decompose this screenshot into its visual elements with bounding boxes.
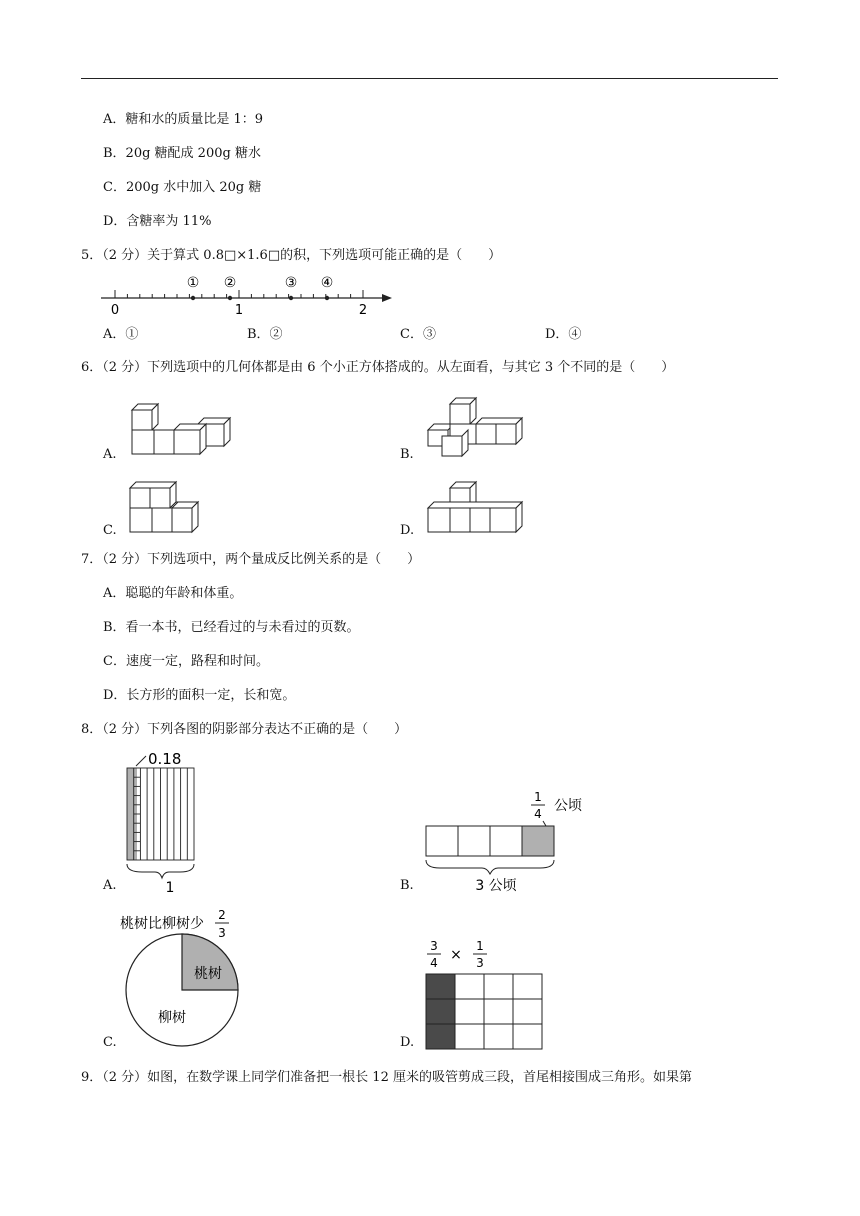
q8c-rest-label: 柳树	[158, 1010, 186, 1026]
q8-figure-a	[122, 744, 202, 894]
nl-tick-label-2: 2	[358, 303, 368, 318]
q8c-sector-label: 桃树	[194, 966, 222, 982]
q8d-a-num: 3	[430, 939, 438, 953]
q7-option-b: B．看一本书，已经看过的与未看过的页数。	[103, 620, 360, 635]
q6-label-a: A.	[103, 447, 117, 462]
nl-dot-2	[228, 296, 232, 300]
nl-dot-4	[325, 296, 329, 300]
q8b-unit: 公顷	[554, 798, 582, 814]
q5-option-a: A．①	[103, 327, 139, 342]
q8c-frac-den: 3	[218, 926, 226, 940]
q8d-a-den: 4	[430, 956, 438, 970]
nl-tick-label-0: 0	[110, 303, 120, 318]
q8-figure-d	[420, 936, 550, 1054]
nl-dot-3	[289, 296, 293, 300]
q6-stem: 6．（2 分）下列选项中的几何体都是由 6 个小正方体搭成的。从左面看，与其它 3 个不同的是（ ）	[81, 360, 675, 375]
q6-figure-b	[424, 396, 529, 460]
q8-figure-b	[420, 788, 595, 896]
q8b-brace-label: 3 公顷	[475, 878, 517, 894]
q8c-frac-num: 2	[218, 908, 226, 922]
q5-stem: 5．（2 分）关于算式 0.8□×1.6□的积，下列选项可能正确的是（ ）	[81, 248, 502, 263]
q4-option-b: B．20g 糖配成 200g 糖水	[103, 146, 261, 161]
q8b-frac-den: 4	[534, 807, 542, 821]
nl-mark-3: ③	[284, 275, 298, 291]
q8d-times: ×	[450, 947, 462, 963]
q8-figure-c	[116, 904, 266, 1054]
q7-option-a: A．聪聪的年龄和体重。	[103, 586, 243, 601]
q8-label-a: A.	[103, 878, 117, 893]
q8d-b-den: 3	[476, 956, 484, 970]
q8-label-c: C.	[103, 1035, 117, 1050]
nl-mark-1: ①	[186, 275, 200, 291]
q6-figure-d	[424, 478, 529, 538]
q6-label-b: B.	[400, 447, 414, 462]
q6-figure-a	[126, 400, 241, 460]
q8b-frac-num: 1	[534, 790, 542, 804]
q5-option-d: D．④	[545, 327, 582, 342]
q9-stem: 9．（2 分）如图，在数学课上同学们准备把一根长 12 厘米的吸管剪成三段，首尾相接围成三角形。如果第	[81, 1070, 692, 1085]
q8-label-b: B.	[400, 878, 414, 893]
q6-label-d: D.	[400, 523, 415, 538]
q5-option-b: B．②	[247, 327, 283, 342]
q6-label-c: C.	[103, 523, 117, 538]
q8-label-d: D.	[400, 1035, 415, 1050]
q8d-b-num: 1	[476, 939, 484, 953]
q8a-brace-label: 1	[165, 880, 175, 894]
q4-option-d: D．含糖率为 11%	[103, 214, 212, 229]
q8a-value-label: 0.18	[148, 750, 182, 768]
q8c-caption: 桃树比柳树少	[120, 916, 204, 932]
nl-dot-1	[191, 296, 195, 300]
q7-option-c: C．速度一定，路程和时间。	[103, 654, 269, 669]
q4-option-a: A．糖和水的质量比是 1：9	[103, 112, 264, 127]
q4-option-c: C．200g 水中加入 20g 糖	[103, 180, 262, 195]
q5-number-line	[95, 270, 395, 318]
nl-mark-2: ②	[223, 275, 237, 291]
q6-figure-c	[126, 478, 211, 538]
q8-stem: 8．（2 分）下列各图的阴影部分表达不正确的是（ ）	[81, 722, 408, 737]
nl-mark-4: ④	[320, 275, 334, 291]
header-rule	[81, 78, 778, 79]
q7-option-d: D．长方形的面积一定，长和宽。	[103, 688, 296, 703]
nl-tick-label-1: 1	[234, 303, 244, 318]
q7-stem: 7．（2 分）下列选项中，两个量成反比例关系的是（ ）	[81, 552, 421, 567]
q5-option-c: C．③	[400, 327, 436, 342]
